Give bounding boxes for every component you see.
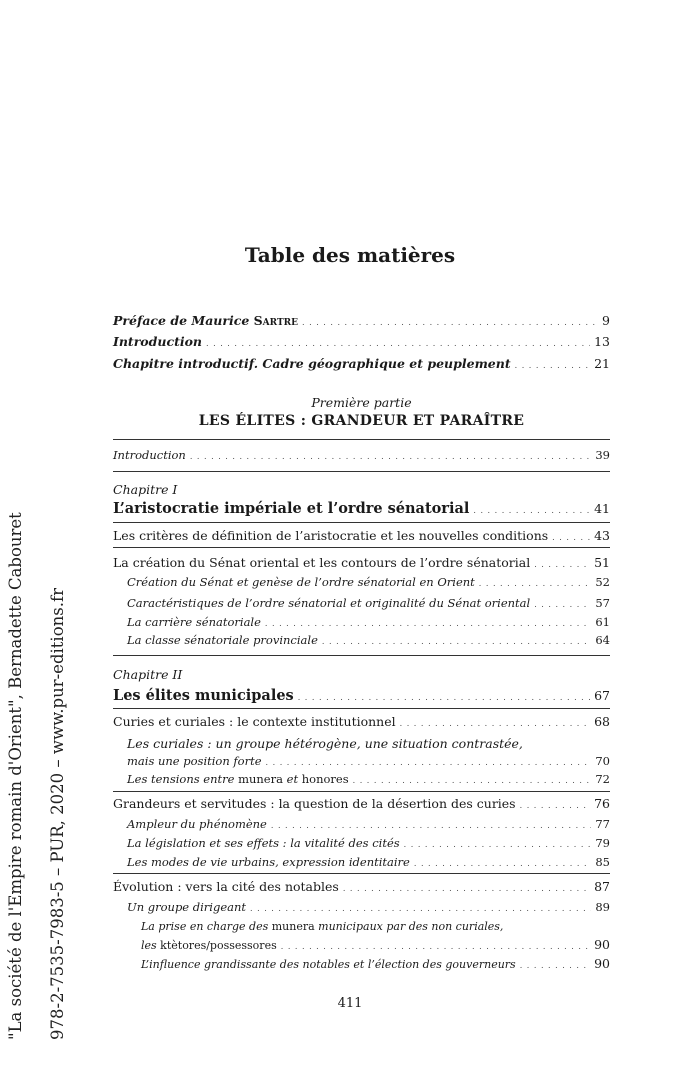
- toc-page-number: 72: [595, 772, 610, 786]
- toc-subsection-line: Les curiales : un groupe hétérogène, une situation contrastée,: [127, 736, 523, 751]
- leader-dots: [520, 958, 590, 971]
- toc-section[interactable]: [113, 796, 610, 811]
- page-number: 411: [337, 996, 363, 1011]
- toc-subsection[interactable]: [127, 575, 610, 589]
- toc-chapter-2-title[interactable]: [113, 687, 610, 704]
- toc-entry-chapitre-introductif[interactable]: [113, 356, 610, 371]
- toc-subsubsection[interactable]: [141, 937, 610, 952]
- toc-page-number: 89: [595, 900, 610, 914]
- toc-subsection[interactable]: [127, 855, 610, 869]
- leader-dots: [520, 796, 590, 811]
- toc-page-number: 87: [594, 879, 610, 894]
- toc-entry-label: Les critères de définition de l’aristocratie et les nouvelles conditions: [113, 528, 549, 543]
- toc-entry-label: La classe sénatoriale provinciale: [127, 633, 318, 647]
- toc-page-number: 79: [595, 836, 610, 850]
- toc-page-number: 43: [594, 528, 610, 543]
- toc-entry-label: Les tensions entre munera et honores: [127, 772, 349, 786]
- leader-dots: [473, 501, 590, 516]
- divider: [113, 471, 610, 472]
- toc-entry-label: Grandeurs et servitudes : la question de la désertion des curies: [113, 796, 516, 811]
- toc-page-number: 21: [594, 356, 610, 371]
- part-title: LES ÉLITES : GRANDEUR ET PARAÎTRE: [198, 413, 525, 429]
- toc-entry-label: Préface de Maurice Sartre: [113, 313, 299, 328]
- toc-page-number: 61: [595, 615, 610, 629]
- leader-dots: [266, 754, 592, 768]
- leader-dots: [343, 879, 590, 894]
- leader-dots: [353, 772, 592, 786]
- toc-subsection[interactable]: [127, 596, 610, 610]
- toc-entry-label: les ktètores/possessores: [141, 939, 277, 952]
- toc-entry-label: Caractéristiques de l’ordre sénatorial et originalité du Sénat oriental: [127, 596, 531, 610]
- toc-subsection[interactable]: [127, 633, 610, 647]
- leader-dots: [322, 633, 591, 647]
- toc-entry-label: La carrière sénatoriale: [127, 615, 261, 629]
- toc-page-number: 57: [595, 596, 610, 610]
- toc-entry-part-introduction[interactable]: [113, 448, 610, 462]
- toc-entry-preface[interactable]: [113, 313, 610, 328]
- toc-entry-label: Les élites municipales: [113, 687, 294, 704]
- leader-dots: [515, 356, 590, 371]
- toc-page-number: 76: [594, 796, 610, 811]
- toc-page-number: 70: [595, 754, 610, 768]
- toc-page-number: 68: [594, 714, 610, 729]
- toc-entry-label: La législation et ses effets : la vitalité des cités: [127, 836, 400, 850]
- leader-dots: [404, 836, 592, 850]
- toc-page-number: 64: [595, 633, 610, 647]
- toc-subsubsection-line: La prise en charge des munera municipaux par des non curiales,: [141, 920, 504, 933]
- leader-dots: [271, 817, 591, 831]
- toc-page-number: 67: [594, 688, 610, 703]
- toc-page-number: 51: [594, 555, 610, 570]
- divider: [113, 439, 610, 440]
- leader-dots: [534, 555, 590, 570]
- toc-page-number: 13: [594, 334, 610, 349]
- toc-entry-label: Ampleur du phénomène: [127, 817, 267, 831]
- toc-subsection[interactable]: [127, 615, 610, 629]
- divider: [113, 873, 610, 874]
- leader-dots: [281, 939, 590, 952]
- leader-dots: [534, 596, 591, 610]
- toc-entry-label: Évolution : vers la cité des notables: [113, 879, 339, 894]
- table-of-contents: [113, 0, 610, 1083]
- toc-chapter-1-title[interactable]: [113, 500, 610, 517]
- toc-entry-label: Introduction: [113, 334, 203, 349]
- toc-section[interactable]: [113, 879, 610, 894]
- toc-entry-label: Curies et curiales : le contexte institutionnel: [113, 714, 396, 729]
- toc-entry-label: L’influence grandissante des notables et l’élection des gouverneurs: [141, 958, 516, 971]
- toc-entry-label: La création du Sénat oriental et les contours de l’ordre sénatorial: [113, 555, 531, 570]
- toc-page-number: 77: [595, 817, 610, 831]
- toc-page-number: 90: [594, 956, 610, 971]
- toc-entry-label: Création du Sénat et genèse de l’ordre sénatorial en Orient: [127, 575, 475, 589]
- divider: [113, 655, 610, 656]
- toc-entry-label: mais une position forte: [127, 754, 262, 768]
- divider: [113, 547, 610, 548]
- toc-page-number: 90: [594, 937, 610, 952]
- toc-subsection[interactable]: [127, 772, 610, 786]
- toc-subsection[interactable]: [127, 754, 610, 768]
- leader-dots: [250, 900, 591, 914]
- toc-page-number: 39: [595, 448, 610, 462]
- toc-entry-label: L’aristocratie impériale et l’ordre sénatorial: [113, 500, 470, 517]
- divider: [113, 791, 610, 792]
- toc-page-number: 52: [595, 575, 610, 589]
- toc-section[interactable]: [113, 528, 610, 543]
- leader-dots: [400, 714, 590, 729]
- toc-subsection[interactable]: [127, 817, 610, 831]
- toc-entry-label: Les modes de vie urbains, expression identitaire: [127, 855, 410, 869]
- leader-dots: [414, 855, 591, 869]
- toc-section[interactable]: [113, 555, 610, 570]
- part-label: Première partie: [311, 395, 412, 410]
- leader-dots: [552, 528, 590, 543]
- toc-page-number: 85: [595, 855, 610, 869]
- side-citation-line-2: 978-2-7535-7983-5 – PUR, 2020 – www.pur-editions.fr: [48, 588, 67, 1040]
- toc-page-number: 41: [594, 501, 610, 516]
- leader-dots: [265, 615, 591, 629]
- toc-entry-label: Introduction: [113, 448, 186, 462]
- side-citation-line-1: "La société de l'Empire romain d'Orient", Bernadette Cabouret: [6, 512, 25, 1040]
- toc-section[interactable]: [113, 714, 610, 729]
- toc-subsubsection[interactable]: [141, 956, 610, 971]
- toc-entry-label: Un groupe dirigeant: [127, 900, 247, 914]
- leader-dots: [298, 688, 590, 703]
- leader-dots: [479, 575, 592, 589]
- toc-title: Table des matières: [244, 243, 456, 267]
- toc-entry-label: Chapitre introductif. Cadre géographique et peuplement: [113, 356, 511, 371]
- leader-dots: [206, 334, 590, 349]
- chapter-label: Chapitre I: [113, 482, 178, 497]
- toc-entry-introduction[interactable]: [113, 334, 610, 349]
- leader-dots: [190, 448, 592, 462]
- divider: [113, 708, 610, 709]
- chapter-label: Chapitre II: [113, 667, 183, 682]
- divider: [113, 522, 610, 523]
- leader-dots: [302, 313, 598, 328]
- toc-subsection[interactable]: [127, 836, 610, 850]
- toc-page-number: 9: [602, 313, 610, 328]
- toc-subsection[interactable]: [127, 900, 610, 914]
